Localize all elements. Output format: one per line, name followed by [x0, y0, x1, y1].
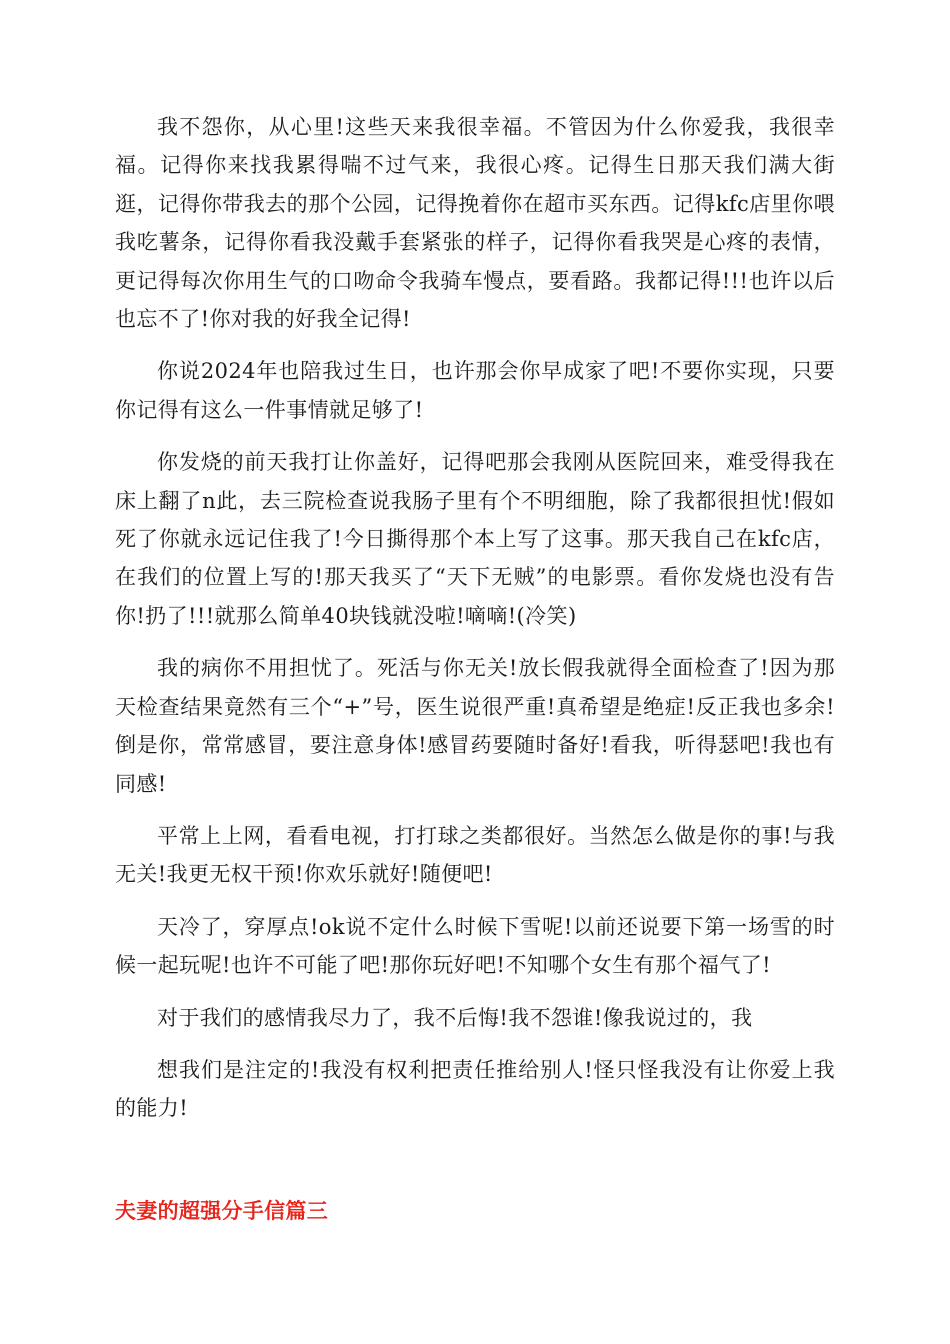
paragraph-8: 想我们是注定的!我没有权利把责任推给别人!怪只怪我没有让你爱上我的能力!: [115, 1057, 835, 1121]
paragraph-7: 对于我们的感情我尽力了，我不后悔!我不怨谁!像我说过的，我: [157, 1005, 753, 1030]
letter-body: [115, 108, 835, 1142]
paragraph-1: 我不怨你，从心里!这些天来我很幸福。不管因为什么你爱我，我很幸福。记得你来找我累得喘不过气来，我很心疼。记得生日那天我们满大街逛，记得你带我去的那个公园，记得挽着你在超市买东西。记得kfc店里你喂我吃薯条，记得你看我没戴手套紧张的样子，记得你看我哭是心疼的表情，更记得每次你用生气的口吻命令我骑车慢点，要看路。我都记得!!!也许以后也忘不了!你对我的好我全记得!: [115, 115, 835, 332]
paragraph-2: 你说2024年也陪我过生日，也许那会你早成家了吧!不要你实现，只要你记得有这么一件事情就足够了!: [115, 359, 835, 422]
paragraph-6: 天冷了，穿厚点!ok说不定什么时候下雪呢!以前还说要下第一场雪的时候一起玩呢!也许不可能了吧!那你玩好吧!不知哪个女生有那个福气了!: [115, 914, 835, 978]
paragraph-4: 我的病你不用担忧了。死活与你无关!放长假我就得全面检查了!因为那天检查结果竟然有三个“+”号，医生说很严重!真希望是绝症!反正我也多余!倒是你，常常感冒，要注意身体!感冒药要随时备好!看我，听得瑟吧!我也有同感!: [115, 656, 835, 796]
section-heading: 夫妻的超强分手信篇三: [115, 1199, 328, 1223]
paragraph-3: 你发烧的前天我打让你盖好，记得吧那会我刚从医院回来，难受得我在床上翻了n此，去三院检查说我肠子里有个不明细胞，除了我都很担忧!假如死了你就永远记住我了!今日撕得那个本上写了这事。那天我自己在kfc店，在我们的位置上写的!那天我买了“天下无贼”的电影票。看你发烧也没有告你!扔了!!!就那么简单40块钱就没啦!嘀嘀!(冷笑): [115, 450, 835, 628]
paragraph-5: 平常上上网，看看电视，打打球之类都很好。当然怎么做是你的事!与我无关!我更无权干预!你欢乐就好!随便吧!: [115, 823, 835, 887]
